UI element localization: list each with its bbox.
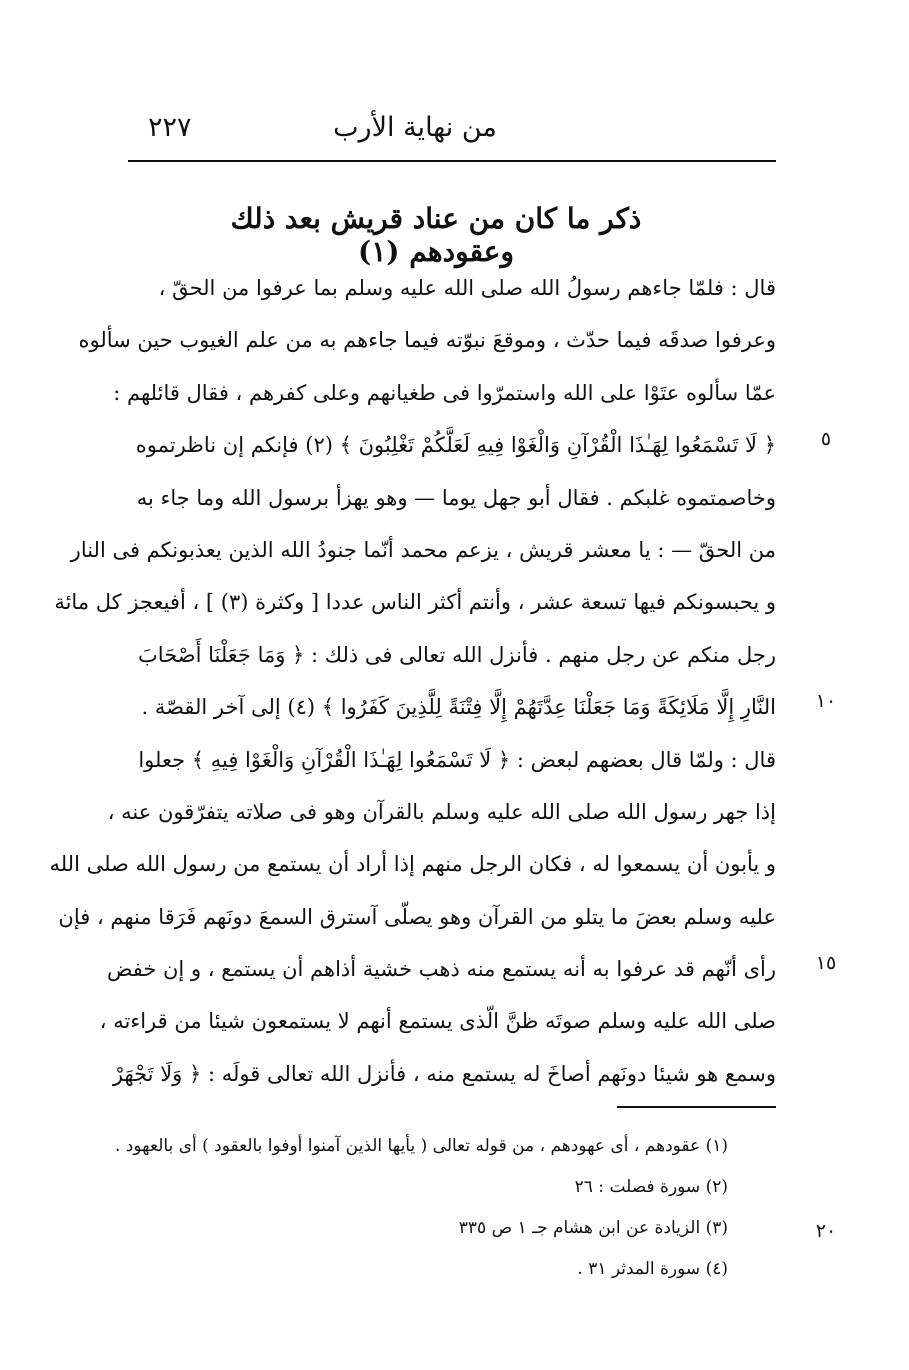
body-line: إذا جهر رسول الله صلى الله عليه وسلم بالقرآن وهو فى صلاته يتفرّقون عنه ،	[107, 799, 776, 824]
line-marker-15: ١٥	[815, 952, 837, 974]
section-title: ذكر ما كان من عناد قريش بعد ذلك وعقودهم (١)	[230, 202, 642, 268]
body-line: عمّا سألوه عتَوْا على الله واستمرّوا فى طغيانهم وعلى كفرهم ، فقال قائلهم :	[113, 380, 776, 405]
body-line: وعرفوا صدقَه فيما حدّث ، وموقعَ نبوّته فيما جاءهم به من علم الغيوب حين سألوه	[78, 328, 776, 353]
line-marker-20: ٢٠	[815, 1220, 837, 1242]
body-line: رأى أنّهم قد عرفوا به أنه يستمع منه ذهب خشية أذاهم أن يستمع ، و إن خفض	[107, 957, 776, 982]
body-line: ﴿ لَا تَسْمَعُوا لِهَـٰذَا الْقُرْآنِ وَالْغَوْا فِيهِ لَعَلَّكُمْ تَغْلِبُونَ ﴾ (٢) فإنكم إن ناظرتموه	[135, 433, 776, 458]
body-line: وسمع هو شيئا دونَهم أصاخَ له يستمع منه ، فأنزل الله تعالى قولَه : ﴿ وَلَا تَجْهَرْ	[112, 1061, 776, 1086]
body-line: قال : ولمّا قال بعضهم لبعض : ﴿ لَا تَسْمَعُوا لِهَـٰذَا الْقُرْآنِ وَالْغَوْا فِيهِ ﴾ جعلوا	[138, 747, 776, 772]
footnote-4: (٤) سورة المدثر ٣١ .	[577, 1259, 728, 1279]
body-line: و يأبون أن يسمعوا له ، فكان الرجل منهم إذا أراد أن يستمع من رسول الله صلى الله	[49, 852, 776, 877]
page-number: ٢٢٧	[148, 112, 192, 143]
body-line: صلى الله عليه وسلم صوتَه ظنَّ الّذى يستمع أنهم لا يستمعون شيئا من قراءته ،	[99, 1009, 776, 1034]
footnote-2: (٢) سورة فصلت : ٢٦	[574, 1177, 728, 1197]
body-text	[49, 262, 776, 1100]
body-line: قال : فلمّا جاءهم رسولُ الله صلى الله عليه وسلم بما عرفوا من الحقّ ،	[158, 276, 776, 300]
footnote-rule	[617, 1106, 776, 1108]
header-rule	[128, 160, 776, 162]
footnote-3: (٣) الزيادة عن ابن هشام جـ ١ ص ٣٣٥	[458, 1218, 728, 1238]
body-line: رجل منكم عن رجل منهم . فأنزل الله تعالى فى ذلك : ﴿ وَمَا جَعَلْنَا أَصْحَابَ	[138, 642, 776, 667]
footnotes	[115, 1126, 728, 1290]
line-marker-5: ٥	[820, 428, 832, 450]
running-title: من نهاية الأرب	[333, 112, 497, 143]
body-line: النَّارِ إِلَّا مَلَائِكَةً وَمَا جَعَلْنَا عِدَّتَهُمْ إِلَّا فِتْنَةً لِلَّذِينَ كَفَرُوا ﴾ (٤) إلى آخر القصّة .	[141, 695, 776, 720]
body-line: وخاصمتموه غلبكم . فقال أبو جهل يوما — وهو يهزأ برسول الله وما جاء به	[136, 485, 776, 510]
line-marker-10: ١٠	[815, 690, 837, 712]
footnote-1: (١) عقودهم ، أى عهودهم ، من قوله تعالى ( يأيها الذين آمنوا أوفوا بالعقود ) أى بالعهود .	[115, 1136, 728, 1156]
body-line: عليه وسلم بعضَ ما يتلو من القرآن وهو يصلّى آسترق السمعَ دونَهم فَرَقا منهم ، فإن	[58, 904, 776, 929]
body-line: من الحقّ — : يا معشر قريش ، يزعم محمد أنّما جنودُ الله الذين يعذبونكم فى النار	[70, 537, 776, 562]
body-line: و يحبسونكم فيها تسعة عشر ، وأنتم أكثر الناس عددا [ وكثرة (٣) ] ، أفيعجز كل مائة	[54, 590, 776, 615]
